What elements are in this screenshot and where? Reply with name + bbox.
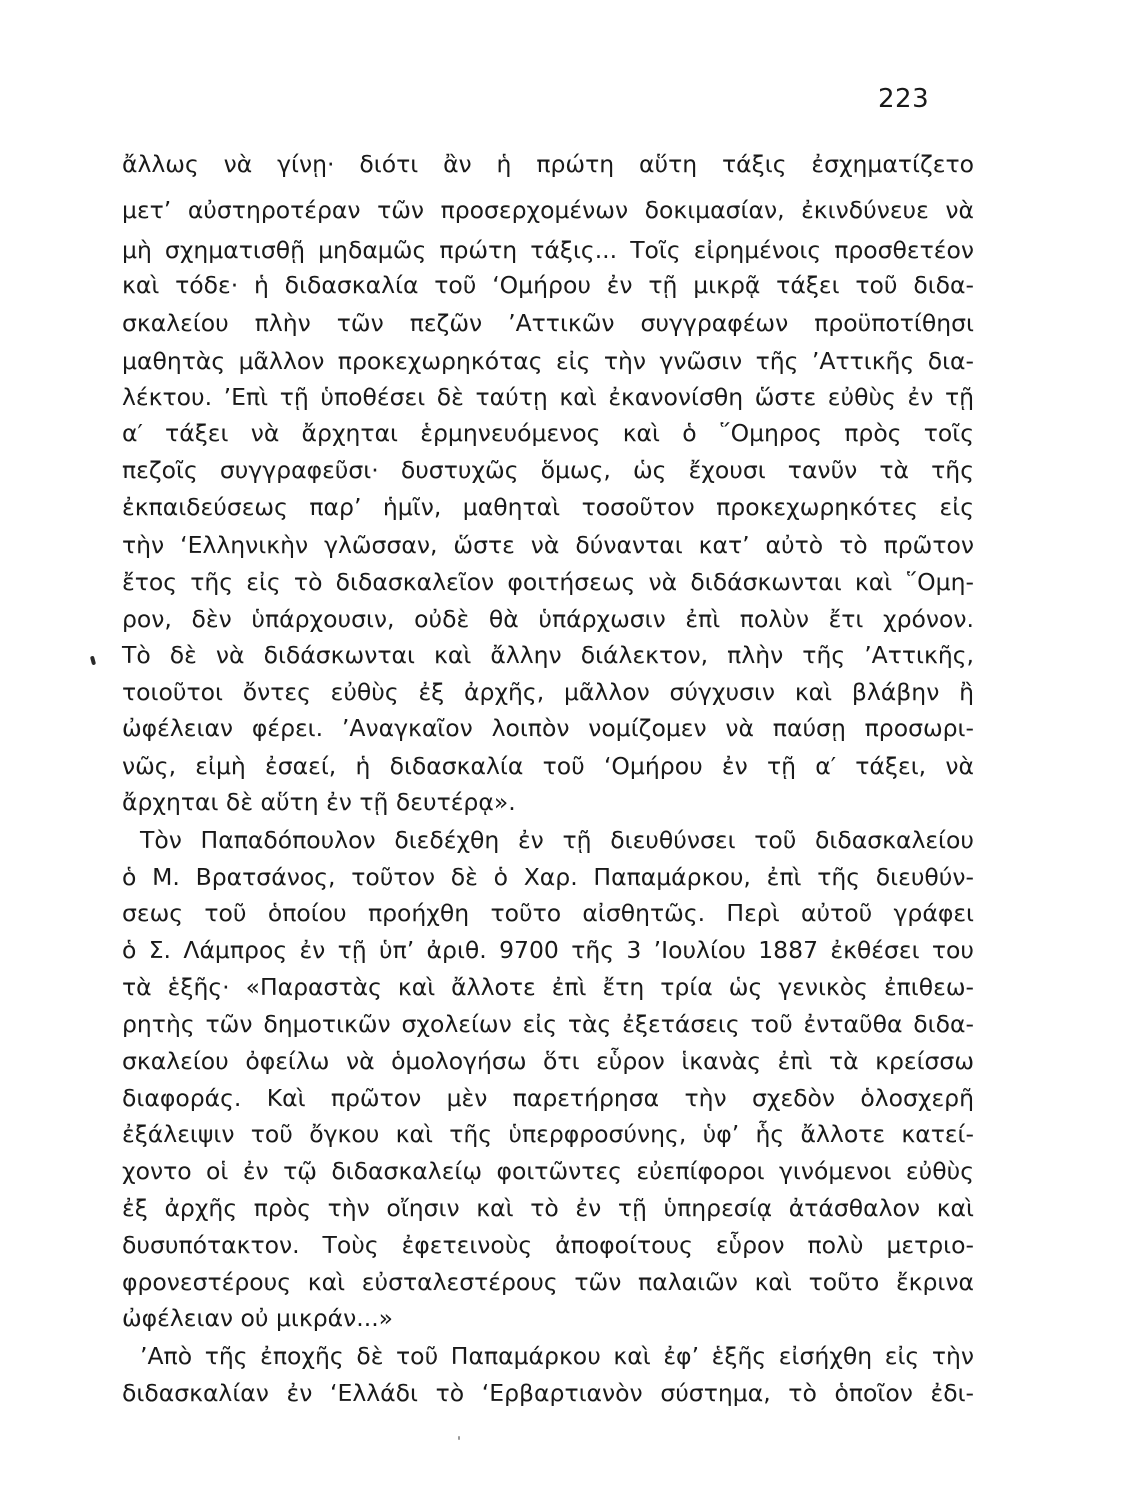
text-line: ὠφέλειαν φέρει. ’Αναγκαῖον λοιπὸν νομίζομεν νὰ παύσῃ προσωρι- [122, 714, 974, 742]
text-line: χοντο οἱ ἐν τῷ διδασκαλείῳ φοιτῶντες εὐεπίφοροι γινόμενοι εὐθὺς [122, 1157, 974, 1185]
text-line: Τὸ δὲ νὰ διδάσκωνται καὶ ἄλλην διάλεκτον, πλὴν τῆς ’Αττικῆς, [122, 641, 974, 669]
text-line: μὴ σχηματισθῇ μηδαμῶς πρώτη τάξις... Τοῖς εἰρημένοις προσθετέον [122, 236, 974, 264]
text-line: τοιοῦτοι ὄντες εὐθὺς ἐξ ἀρχῆς, μᾶλλον σύγχυσιν καὶ βλάβην ἢ [122, 678, 974, 706]
text-line: τὰ ἑξῆς· «Παραστὰς καὶ ἄλλοτε ἐπὶ ἔτη τρία ὡς γενικὸς ἐπιθεω- [122, 973, 974, 1001]
text-line: ρητὴς τῶν δημοτικῶν σχολείων εἰς τὰς ἐξετάσεις τοῦ ἐνταῦθα διδα- [122, 1010, 974, 1038]
text-line: ρον, δὲν ὑπάρχουσιν, οὐδὲ θὰ ὑπάρχωσιν ἐπὶ πολὺν ἔτι χρόνον. [122, 605, 974, 633]
text-line: λέκτου. ’Επὶ τῇ ὑποθέσει δὲ ταύτῃ καὶ ἐκανονίσθη ὥστε εὐθὺς ἐν τῇ [122, 383, 974, 411]
text-line: καὶ τόδε· ἡ διδασκαλία τοῦ ‘Ομήρου ἐν τῇ μικρᾷ τάξει τοῦ διδα- [122, 271, 974, 299]
text-line: τὴν ‘Ελληνικὴν γλῶσσαν, ὥστε νὰ δύνανται κατ’ αὐτὸ τὸ πρῶτον [122, 531, 974, 559]
text-line: πεζοῖς συγγραφεῦσι· δυστυχῶς ὅμως, ὡς ἔχουσι τανῦν τὰ τῆς [122, 456, 974, 484]
text-line: ἐξάλειψιν τοῦ ὄγκου καὶ τῆς ὑπερφροσύνης, ὑφ’ ἧς ἄλλοτε κατεί- [122, 1120, 974, 1148]
text-line: ἄρχηται δὲ αὕτη ἐν τῇ δευτέρᾳ». [122, 788, 516, 816]
text-line: ἔτος τῆς εἰς τὸ διδασκαλεῖον φοιτήσεως νὰ διδάσκωνται καὶ ῞Ομη- [122, 568, 974, 596]
text-line: Τὸν Παπαδόπουλον διεδέχθη ἐν τῇ διευθύνσει τοῦ διδασκαλείου [140, 826, 974, 854]
text-line: σεως τοῦ ὁποίου προήχθη τοῦτο αἰσθητῶς. Περὶ αὐτοῦ γράφει [122, 899, 974, 927]
text-line: διδασκαλίαν ἐν ‘Ελλάδι τὸ ‘Ερβαρτιανὸν σύστημα, τὸ ὁποῖον ἐδι- [122, 1379, 974, 1407]
text-line: διαφοράς. Καὶ πρῶτον μὲν παρετήρησα τὴν σχεδὸν ὁλοσχερῆ [122, 1084, 974, 1112]
text-line: μαθητὰς μᾶλλον προκεχωρηκότας εἰς τὴν γνῶσιν τῆς ’Αττικῆς δια- [122, 347, 974, 375]
text-line: ὁ Μ. Βρατσάνος, τοῦτον δὲ ὁ Χαρ. Παπαμάρκου, ἐπὶ τῆς διευθύν- [122, 863, 974, 891]
text-line: μετ’ αὐστηροτέραν τῶν προσερχομένων δοκιμασίαν, ἐκινδύνευε νὰ [122, 196, 974, 224]
page-number: 223 [878, 84, 930, 114]
text-line: σκαλείου πλὴν τῶν πεζῶν ’Αττικῶν συγγραφέων προϋποτίθησι [122, 309, 974, 337]
text-line: δυσυπότακτον. Τοὺς ἐφετεινοὺς ἀποφοίτους εὗρον πολὺ μετριο- [122, 1231, 974, 1259]
text-line: φρονεστέρους καὶ εὐσταλεστέρους τῶν παλαιῶν καὶ τοῦτο ἔκρινα [122, 1268, 974, 1296]
text-line: νῶς, εἰμὴ ἐσαεί, ἡ διδασκαλία τοῦ ‘Ομήρου ἐν τῇ α′ τάξει, νὰ [122, 752, 974, 780]
text-line: α′ τάξει νὰ ἄρχηται ἑρμηνευόμενος καὶ ὁ ῞Ομηρος πρὸς τοῖς [122, 419, 974, 447]
text-line: ἐξ ἀρχῆς πρὸς τὴν οἴησιν καὶ τὸ ἐν τῇ ὑπηρεσίᾳ ἀτάσθαλον καὶ [122, 1194, 974, 1222]
text-line: ἄλλως νὰ γίνῃ· διότι ἂν ἡ πρώτη αὕτη τάξις ἐσχηματίζετο [122, 150, 974, 178]
text-line: ὁ Σ. Λάμπρος ἐν τῇ ὑπ’ ἀριθ. 9700 τῆς 3 ’Ιουλίου 1887 ἐκθέσει του [122, 936, 974, 964]
text-line: σκαλείου ὀφείλω νὰ ὁμολογήσω ὅτι εὗρον ἱκανὰς ἐπὶ τὰ κρείσσω [122, 1047, 974, 1075]
text-line: ’Απὸ τῆς ἐποχῆς δὲ τοῦ Παπαμάρκου καὶ ἐφ’ ἑξῆς εἰσήχθη εἰς τὴν [140, 1342, 974, 1370]
paper-speck [458, 1436, 460, 1440]
text-line: ὠφέλειαν οὐ μικράν...» [122, 1304, 394, 1332]
text-line: ἐκπαιδεύσεως παρ’ ἡμῖν, μαθηταὶ τοσοῦτον προκεχωρηκότες εἰς [122, 493, 974, 521]
